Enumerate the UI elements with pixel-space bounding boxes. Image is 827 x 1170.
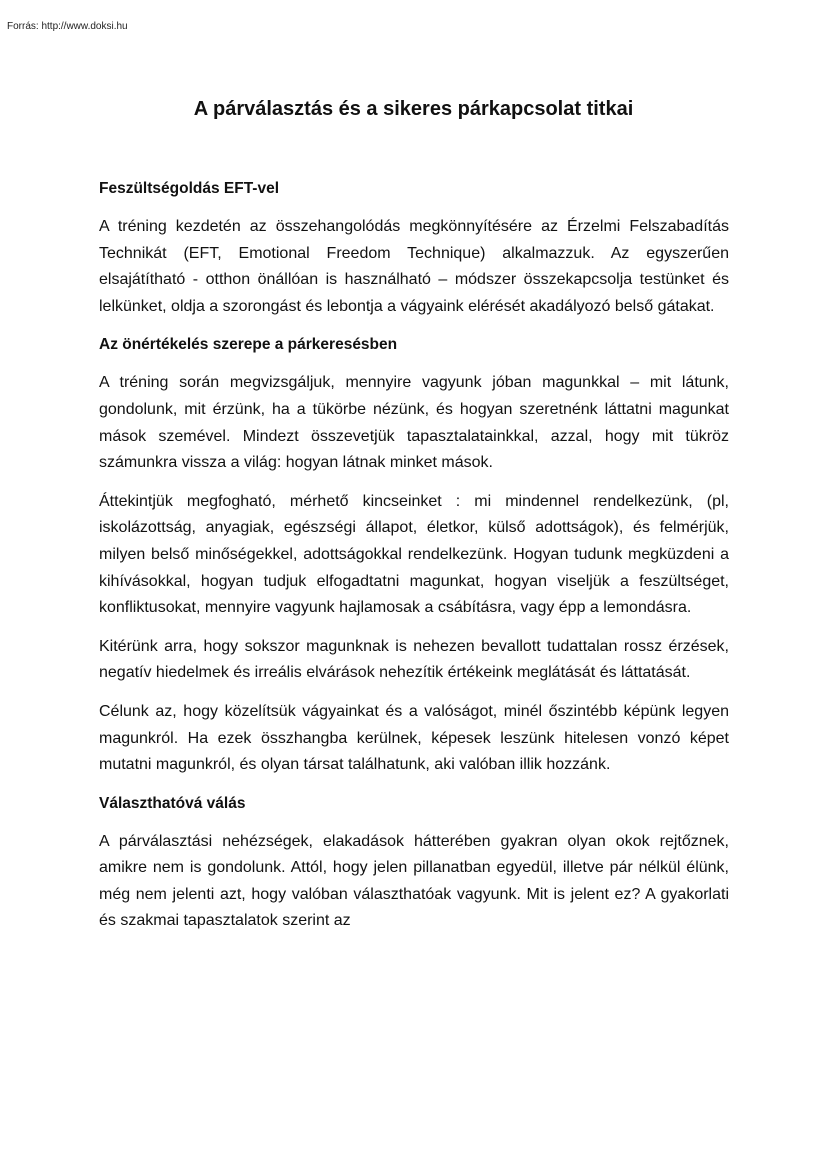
paragraph: Célunk az, hogy közelítsük vágyainkat és a valóságot, minél őszintébb képünk legyen magunkról. Ha ezek összhangba kerülnek, képesek leszünk hitelesen vonzó képet mutatni magunkról, és olyan társat találhatunk, aki valóban illik hozzánk. bbox=[99, 702, 729, 774]
source-note: Forrás: http://www.doksi.hu bbox=[7, 21, 128, 32]
section-heading: Az önértékelés szerepe a párkeresésben bbox=[99, 336, 398, 354]
section-heading: Feszültségoldás EFT-vel bbox=[99, 180, 280, 197]
section-heading: Választhatóvá válás bbox=[99, 794, 246, 812]
paragraph: A tréning során megvizsgáljuk, mennyire vagyunk jóban magunkkal – mit látunk, gondolunk, mit érzünk, ha a tükörbe nézünk, és hogyan szeretnénk láttatni magunkat mások szemével. Mindezt összevetjük tapasztalatainkkal, azzal, hogy mit tükröz számunkra vissza a világ: hogyan látnak minket mások. bbox=[99, 374, 729, 472]
document-title: A párválasztás és a sikeres párkapcsolat titkai bbox=[193, 98, 634, 121]
paragraph: A párválasztási nehézségek, elakadások hátterében gyakran olyan okok rejtőznek, amikre nem is gondolunk. Attól, hogy jelen pillanatban egyedül, illetve pár nélkül élünk, még nem jelenti azt, hogy valóban választhatóak vagyunk. Mit is jelent ez? A gyakorlati és szakmai tapasztalatok szerint az bbox=[99, 832, 729, 930]
paragraph: A tréning kezdetén az összehangolódás megkönnyítésére az Érzelmi Felszabadítás Technikát (EFT, Emotional Freedom Technique) alkalmazzuk. Az egyszerűen elsajátítható - otthon önállóan is használható – módszer összekapcsolja testünket és lelkünket, oldja a szorongást és lebontja a vágyaink elérését akadályozó belső gátakat. bbox=[99, 218, 729, 315]
paragraph: Kitérünk arra, hogy sokszor magunknak is nehezen bevallott tudattalan rossz érzések, negatív hiedelmek és irreális elvárások nehezítik értékeink meglátását és láttatását. bbox=[99, 637, 729, 682]
document-body bbox=[99, 176, 729, 947]
paragraph: Áttekintjük megfogható, mérhető kincseinket : mi mindennel rendelkezünk, (pl, iskolázottság, anyagiak, egészségi állapot, életkor, külső adottságok), és felmérjük, milyen belső minőségekkel, adottságokkal rendelkezünk. Hogyan tudunk megküzdeni a kihívásokkal, hogyan tudjuk elfogadtatni magunkat, hogyan viseljük a feszültséget, konfliktusokat, mennyire vagyunk hajlamosak a csábításra, vagy épp a lemondásra. bbox=[99, 492, 729, 617]
